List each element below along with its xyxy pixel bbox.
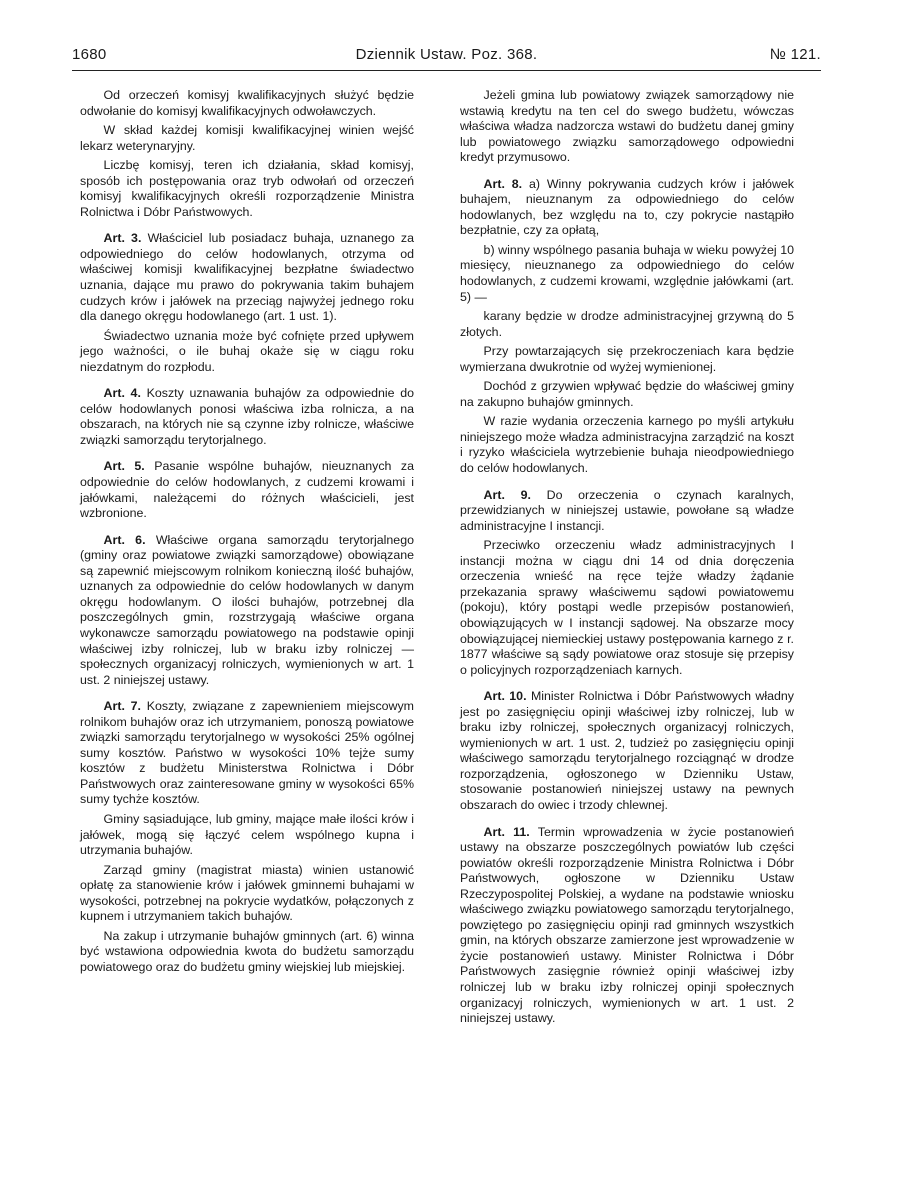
paragraph: Od orzeczeń komisyj kwalifikacyjnych służyć będzie odwołanie do komisyj kwalifikacyjnych odwoławczych. xyxy=(80,88,414,118)
paragraph: Dochód z grzywien wpływać będzie do właściwej gminy na zakupno buhajów gminnych. xyxy=(460,379,794,409)
journal-title: Dziennik Ustaw. Poz. 368. xyxy=(355,46,538,63)
article-5: Art. 5. Pasanie wspólne buhajów, nieuznanych za odpowiednie do celów hodowlanych, z cudzemi krowami i jałówkami, należącemi do różnych właścicieli, jest wzbronione. xyxy=(80,459,414,521)
paragraph: Zarząd gminy (magistrat miasta) winien ustanowić opłatę za stanowienie krów i jałówek gminnemi buhajami w wysokości, potrzebnej na pokrycie wydatków, połączonych z kupnem i utrzymaniem takich buhajów. xyxy=(80,862,414,924)
paragraph: W skład każdej komisji kwalifikacyjnej winien wejść lekarz weterynaryjny. xyxy=(80,123,414,153)
article-4: Art. 4. Koszty uznawania buhajów za odpowiednie do celów hodowlanych ponosi właściwa izba rolnicza, a na obszarach, na których nie są czynne izby rolnicze, właściwe związki samorządu terytorjalnego. xyxy=(80,386,415,447)
article-11: Art. 11. Termin wprowadzenia w życie postanowień ustawy na obszarze poszczególnych powiatów lub części powiatów określi rozporządzenie Ministra Rolnictwa i Dóbr Państwowych, ogłoszone w Dzienniku Ustaw Rzeczypospolitej Polskiej, a wydane na podstawie wniosku właściwego związku powiatowego samorządu terytorjalnego, powziętego po zasięgnięciu opinji rad gminnych wszystkich gmin, na których obszarze zamierzone jest wprowadzenie w życie postanowień ustawy. Minister Rolnictwa i Dóbr Państwowych zasięgnie również opinji właściwej izby rolniczej lub w braku izby rolniczej opinji społecznych organizacyj rolniczych, wymienionych w art. 1 ust. 2 niniejszej ustawy. xyxy=(460,824,794,1026)
page-number: 1680 xyxy=(72,46,107,63)
right-column xyxy=(460,88,794,1031)
article-10: Art. 10. Minister Rolnictwa i Dóbr Państwowych władny jest po zasięgnięciu opinji właściwej izby rolniczej, lub w braku izby rolniczej, społecznych organizacyj rolniczych, wymienionych w art. 1 ust. 2, tudzież po zasięgnięciu opinji właściwego samorządu terytorjalnego rozciągnąć w drodze rozporządzenia, ogłoszonego w Dzienniku Ustaw, stosowanie postanowień niniejszej ustawy na pewnych obszarach do owiec i trzody chlewnej. xyxy=(460,689,795,812)
paragraph: Jeżeli gmina lub powiatowy związek samorządowy nie wstawią kredytu na ten cel do swego budżetu, wówczas właściwa władza nadzorcza wstawi do budżetu danej gminy lub powiatowego związku samorządowego odpowiedni kredyt przymusowo. xyxy=(460,88,794,165)
issue-number: № 121. xyxy=(769,46,821,63)
paragraph: Liczbę komisyj, teren ich działania, skład komisyj, sposób ich postępowania oraz tryb odwołań od orzeczeń komisyj kwalifikacyjnych określi rozporządzenie Ministra Rolnictwa i Dóbr Państwowych. xyxy=(80,158,414,219)
paragraph: b) winny wspólnego pasania buhaja w wieku powyżej 10 miesięcy, nieuznanego za odpowiedniego do celów hodowlanych, z cudzemi krowami, względnie jałówkami (art. 5) — xyxy=(460,242,794,304)
article-3: Art. 3. Właściciel lub posiadacz buhaja, uznanego za odpowiedniego do celów hodowlanych, otrzyma od właściwej komisji kwalifikacyjnej bezpłatne świadectwo uznania, dające mu prawo do pokrywania takim buhajem cudzych krów i jałówek na przeciąg najwyżej jednego roku dla danego okręgu hodowlanego (art. 1 ust. 1). xyxy=(80,231,414,324)
article-9: Art. 9. Do orzeczenia o czynach karalnych, przewidzianych w niniejszej ustawie, powołane są władze administracyjne I instancji. xyxy=(460,487,794,533)
paragraph: Na zakup i utrzymanie buhajów gminnych (art. 6) winna być wstawiona odpowiednia kwota do budżetu samorządu powiatowego oraz do budżetu gminy wiejskiej lub miejskiej. xyxy=(80,928,414,974)
paragraph: Świadectwo uznania może być cofnięte przed upływem jego ważności, o ile buhaj okaże się w ciągu roku niezdatnym do rozpłodu. xyxy=(80,328,414,374)
article-6: Art. 6. Właściwe organa samorządu terytorjalnego (gminy oraz powiatowe związki samorządowe) obowiązane są zapewnić miejscowym rolnikom konieczną ilość buhajów, uznanych za odpowiednie do celów hodowlanych w danym okręgu hodowlanym. O ilości buhajów, potrzebnej dla poszczególnych gmin, rozstrzygają właściwe organa wykonawcze samorządu powiatowego na podstawie opinji właściwej izby rolniczej, lub w braku izby rolniczej — społecznych organizacyj rolniczych, wymienionych w art. 1 ust. 2 niniejszej ustawy. xyxy=(80,532,414,687)
paragraph: Gminy sąsiadujące, lub gminy, mające małe ilości krów i jałówek, mogą się łączyć celem wspólnego kupna i utrzymania buhajów. xyxy=(80,811,414,858)
left-column xyxy=(80,88,414,979)
paragraph: Przy powtarzających się przekroczeniach kara będzie wymierzana dwukrotnie od wyżej wymienionej. xyxy=(460,344,794,374)
paragraph: Przeciwko orzeczeniu władz administracyjnych I instancji można w ciągu dni 14 od dnia doręczenia orzeczenia wnieść na ręce tejże władzy żądanie przekazania sprawy właściwemu sądowi powiatowemu (pokoju), który postąpi wedle przepisów postanowień, obowiązujących w I instancji sądowej. Na obszarze mocy obowiązującej niemieckiej ustawy postępowania karnego z r. 1877 właściwe są sądy powiatowe oraz stosuje się przepisy o policyjnych rozporządzeniach karnych. xyxy=(460,538,794,677)
paragraph: karany będzie w drodze administracyjnej grzywną do 5 złotych. xyxy=(460,309,794,339)
page-header xyxy=(72,44,821,71)
paragraph: W razie wydania orzeczenia karnego po myśli artykułu niniejszego może władza administracyjna zarządzić na koszt i ryzyko właściciela wytrzebienie buhaja nieodpowiedniego do celów hodowlanych. xyxy=(460,414,794,476)
article-7: Art. 7. Koszty, związane z zapewnieniem miejscowym rolnikom buhajów oraz ich utrzymaniem, ponoszą powiatowe związki samorządu terytorjalnego w wysokości 25% ogólnej sumy kosztów. Państwo w wysokości 10% tejże sumy kosztów z budżetu Ministerstwa Rolnictwa i Dóbr Państwowych oraz zainteresowane gminy w wysokości 65% sumy tychże kosztów. xyxy=(80,699,414,807)
article-8: Art. 8. a) Winny pokrywania cudzych krów i jałówek buhajem, nieuznanym za odpowiedniego do celów hodowlanych, bez względu na to, czy pokrycie nastąpiło bezpłatnie, czy za opłatą, xyxy=(460,176,794,238)
